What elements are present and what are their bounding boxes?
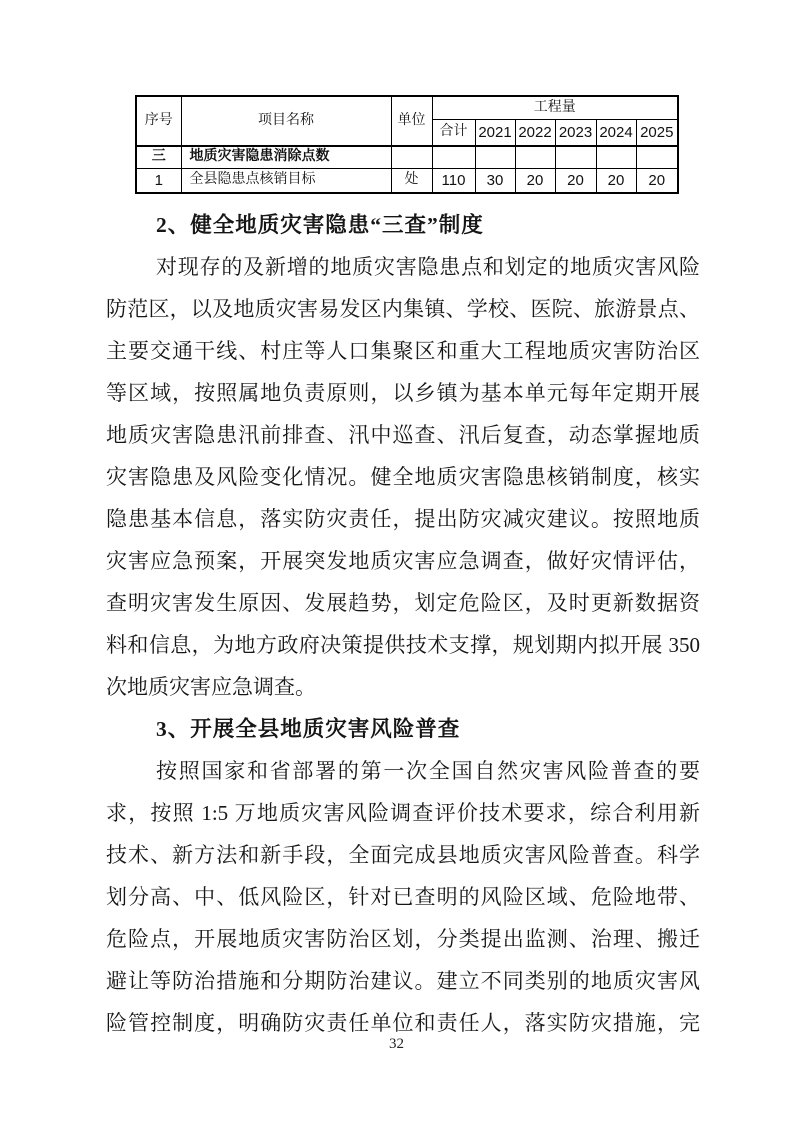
- cell-2023: [555, 146, 596, 169]
- paragraph-line: 危险点，开展地质灾害防治区划，分类提出监测、治理、搬迁: [106, 927, 700, 951]
- table-row-item: [136, 169, 678, 194]
- header-seq: 序号: [136, 96, 181, 146]
- header-quantity-group: 工程量: [432, 96, 678, 120]
- paragraph-line: 隐患基本信息，落实防灾责任，提出防灾减灾建议。按照地质: [106, 507, 700, 531]
- cell-2025: 20: [636, 169, 678, 194]
- cell-2025: [636, 146, 678, 169]
- paragraph-line: 灾害应急预案，开展突发地质灾害应急调查，做好灾情评估，: [106, 549, 700, 573]
- document-body: [106, 204, 700, 1044]
- cell-2021: 30: [475, 169, 515, 194]
- cell-total: [432, 146, 475, 169]
- header-year-2022: 2022: [515, 120, 555, 147]
- project-quantity-table: [135, 95, 679, 194]
- page-number: 32: [389, 1036, 404, 1052]
- paragraph-line: 料和信息，为地方政府决策提供技术支撑，规划期内拟开展 350: [106, 633, 700, 657]
- paragraph-line: 地质灾害隐患汛前排查、汛中巡查、汛后复查，动态掌握地质: [106, 423, 700, 447]
- cell-2024: 20: [596, 169, 636, 194]
- cell-seq: 三: [136, 146, 181, 169]
- cell-total: 110: [432, 169, 475, 194]
- paragraph-line: 次地质灾害应急调查。: [106, 675, 316, 699]
- table-header-row-1: [136, 96, 678, 120]
- paragraph-line: 对现存的及新增的地质灾害隐患点和划定的地质灾害风险: [156, 255, 700, 279]
- cell-2022: 20: [515, 169, 555, 194]
- cell-unit: 处: [391, 169, 432, 194]
- header-year-2025: 2025: [636, 120, 678, 147]
- cell-project-name: 地质灾害隐患消除点数: [181, 146, 391, 169]
- header-year-2024: 2024: [596, 120, 636, 147]
- paragraph-line: 灾害隐患及风险变化情况。健全地质灾害隐患核销制度，核实: [106, 465, 700, 489]
- cell-seq: 1: [136, 169, 181, 194]
- paragraph-line: 划分高、中、低风险区，针对已查明的风险区域、危险地带、: [106, 885, 700, 909]
- table-row-category: [136, 146, 678, 169]
- paragraph-section-2: [106, 246, 700, 708]
- paragraph-line: 求，按照 1:5 万地质灾害风险调查评价技术要求，综合利用新: [106, 801, 700, 825]
- paragraph-section-3: [106, 750, 700, 1044]
- paragraph-line: 技术、新方法和新手段，全面完成县地质灾害风险普查。科学: [106, 843, 700, 867]
- header-year-2021: 2021: [475, 120, 515, 147]
- paragraph-line: 险管控制度，明确防灾责任单位和责任人，落实防灾措施，完: [106, 1011, 700, 1035]
- paragraph-line: 避让等防治措施和分期防治建议。建立不同类别的地质灾害风: [106, 969, 700, 993]
- header-year-2023: 2023: [555, 120, 596, 147]
- cell-2023: 20: [555, 169, 596, 194]
- cell-project-name: 全县隐患点核销目标: [181, 169, 391, 194]
- header-unit: 单位: [391, 96, 432, 146]
- paragraph-line: 防范区，以及地质灾害易发区内集镇、学校、医院、旅游景点、: [106, 297, 700, 321]
- paragraph-line: 等区域，按照属地负责原则，以乡镇为基本单元每年定期开展: [106, 381, 700, 405]
- cell-unit: [391, 146, 432, 169]
- section-heading-2: 2、健全地质灾害隐患“三查”制度: [156, 213, 484, 237]
- cell-2022: [515, 146, 555, 169]
- cell-2021: [475, 146, 515, 169]
- section-heading-3: 3、开展全县地质灾害风险普查: [156, 717, 461, 741]
- cell-2024: [596, 146, 636, 169]
- paragraph-line: 主要交通干线、村庄等人口集聚区和重大工程地质灾害防治区: [106, 339, 700, 363]
- paragraph-line: 查明灾害发生原因、发展趋势，划定危险区，及时更新数据资: [106, 591, 700, 615]
- header-total: 合计: [432, 120, 475, 147]
- header-project-name: 项目名称: [181, 96, 391, 146]
- paragraph-line: 按照国家和省部署的第一次全国自然灾害风险普查的要: [156, 759, 700, 783]
